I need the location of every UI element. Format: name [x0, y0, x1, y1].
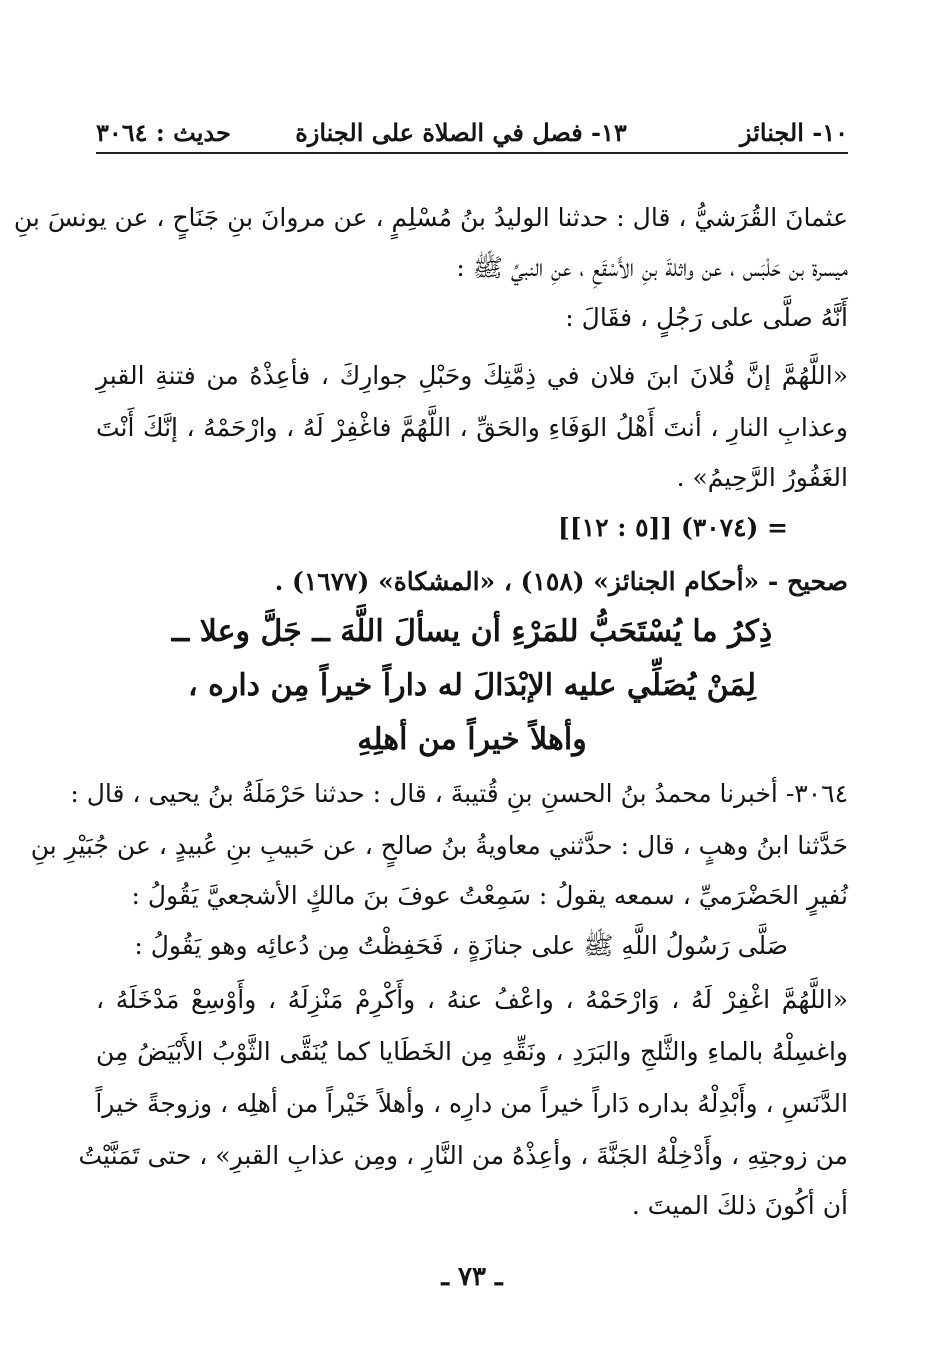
running-header: [96, 112, 848, 152]
header-divider: [96, 152, 848, 154]
text-line: ٣٠٦٤- أخبرنا محمدُ بنُ الحسنِ بنِ قُتيبةَ ، قال : حدثنا حَرْمَلَةُ بنُ يحيى ، قال :: [70, 779, 848, 808]
text-line: الغَفُورُ الرَّحِيمُ» .: [676, 463, 848, 492]
text-line: أَنَّهُ صلَّى على رَجُلٍ ، فقَالَ :: [565, 303, 848, 332]
section-heading-line: وأهلاً خيراً من أهلِهِ: [357, 722, 587, 757]
text-line: وعذابِ النارِ ، أنتَ أَهْلُ الوَفَاءِ والحَقِّ ، اللَّهُمَّ فاغْفِرْ لَهُ ، وارْحَمْهُ ، إنَّكَ أَنْتَ: [96, 413, 848, 442]
cross-reference: = (٣٠٧٤) [[٥ : ١٢]]: [557, 513, 788, 542]
header-hadith-number: حديث : ٣٠٦٤: [96, 118, 231, 147]
page-number: ـ ٧٣ ـ: [441, 1262, 503, 1292]
text-line: عثمانَ القُرَشيُّ ، قال : حدثنا الوليدُ بنُ مُسْلِمٍ ، عن مروانَ بنِ جَنَاحٍ ، عن يونسَ بنِ: [13, 203, 848, 232]
header-book-title: ١٠- الجنائز: [739, 118, 848, 147]
hadith-grading: صحيح - «أحكام الجنائز» (١٥٨) ، «المشكاة» (١٦٧٧) .: [274, 567, 848, 596]
text-line: من زوجتِهِ ، وأَدْخِلْهُ الجَنَّةَ ، وأعِذْهُ من النَّارِ ، ومِن عذابِ القبرِ» ، حتى تَمَنَّيْتُ: [78, 1141, 848, 1170]
text-line: الدَّنَسِ ، وأَبْدِلْهُ بداره دَاراً خيراً من دارِه ، وأهلاً خَيْراً من أهلِه ، وزوجةً خيراً: [95, 1089, 848, 1118]
section-heading-line: لِمَنْ يُصَلِّي عليه الإبْدَالَ له داراً خيراً مِن داره ،: [188, 668, 756, 703]
text-line: ميسرة بن حَلْبَس ، عن واثلةَ بنِ الأَسْقَعِ ، عنِ النبيِّ ﷺ :: [456, 253, 848, 282]
section-heading-line: ذِكرُ ما يُسْتَحَبُّ للمَرْءِ أن يسألَ اللَّهَ ــ جَلَّ وعلا ــ: [171, 614, 773, 649]
text-line: حَدَّثنا ابنُ وهبٍ ، قال : حدَّثني معاويةُ بنُ صالحٍ ، عن حَبيبِ بنِ عُبيدٍ ، عن جُبَيْرِ بنِ: [30, 831, 848, 860]
text-line: «اللَّهُمَّ اغْفِرْ لَهُ ، وَارْحَمْهُ ، واعْفُ عنهُ ، وأَكْرِمْ مَنْزِلَهُ ، وأَوْسِعْ مَدْخَلَهُ ،: [96, 985, 848, 1014]
text-line: واغسِلْهُ بالماءِ والثَّلجِ والبَرَدِ ، ونَقِّهِ مِن الخَطَايا كما يُنَقَّى الثَّوْبُ الأَبْيَضُ مِن: [96, 1037, 848, 1066]
header-chapter-title: ١٣- فصل في الصلاة على الجنازة: [295, 118, 627, 147]
text-line: صَلَّى رَسُولُ اللَّهِ ﷺ على جنازَةٍ ، فَحَفِظْتُ مِن دُعائِه وهو يَقُولُ :: [134, 931, 788, 960]
text-line: «اللَّهُمَّ إنَّ فُلانَ ابنَ فلان في ذِمَّتِكَ وحَبْلِ جوارِكَ ، فأعِذْهُ من فتنةِ القبرِ: [96, 361, 848, 390]
text-line: نُفيرٍ الحَضْرَميِّ ، سمعه يقولُ : سَمِعْتُ عوفَ بنَ مالكٍ الأشجعيَّ يَقُولُ :: [131, 881, 848, 910]
text-line: أن أكُونَ ذلكَ الميتَ .: [631, 1191, 848, 1220]
